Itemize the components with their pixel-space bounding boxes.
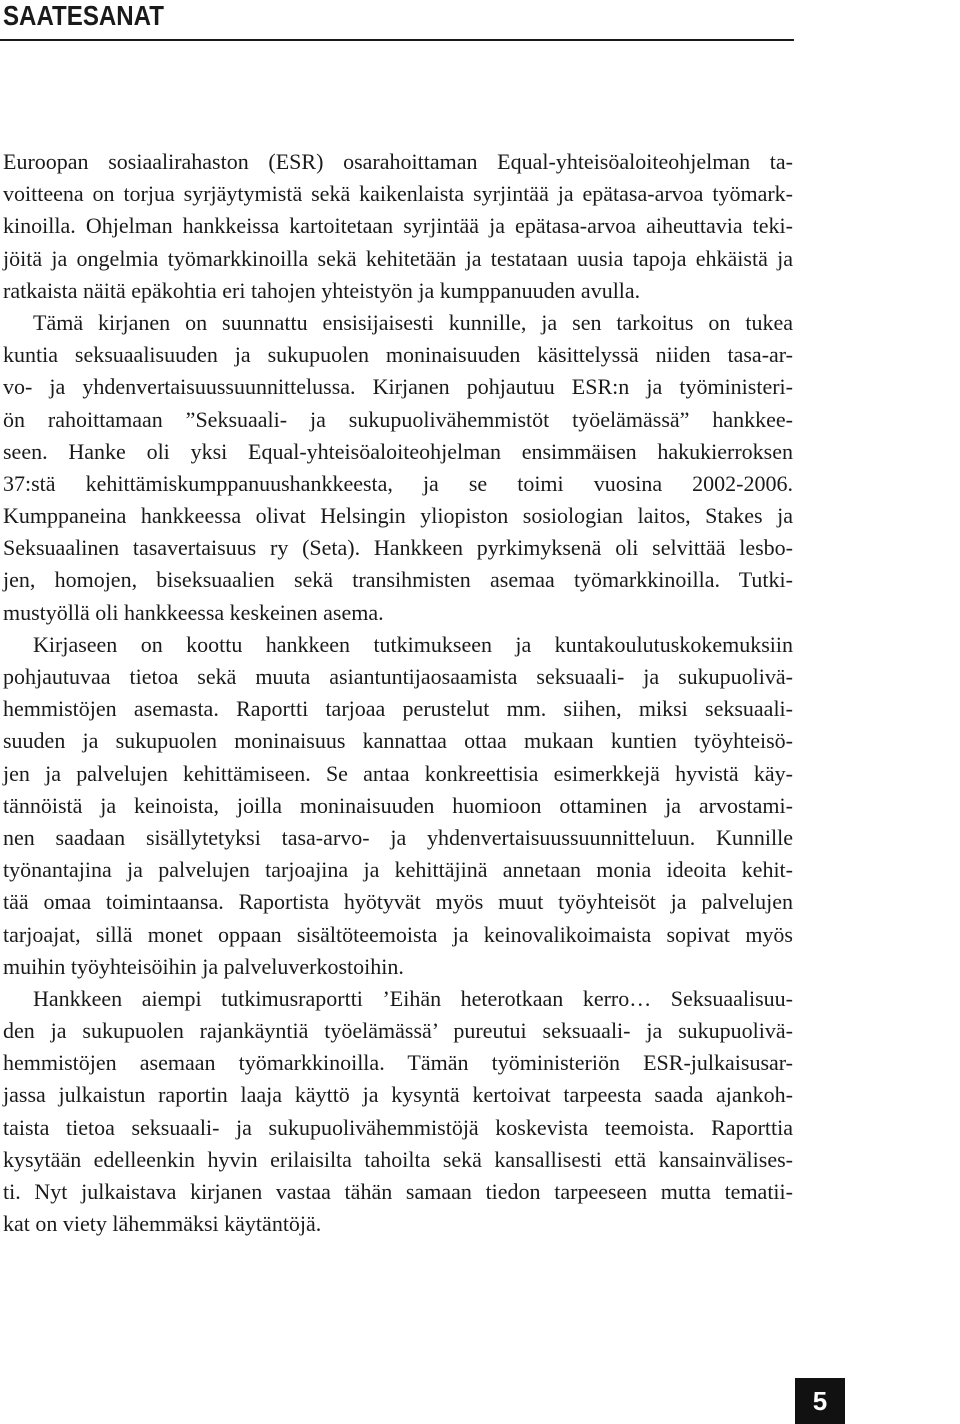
paragraph-4-line: hemmistöjen asemaan työmarkkinoilla. Tämän työministeriön ESR-julkaisusar- bbox=[3, 1050, 793, 1076]
paragraph-1-line: voitteena on torjua syrjäytymistä sekä kaikenlaista syrjintää ja epätasa-arvoa työmark- bbox=[3, 181, 793, 207]
paragraph-3-line: työnantajina ja palvelujen tarjoajina ja kehittäjinä annetaan monia ideoita kehit- bbox=[3, 857, 793, 883]
paragraph-2-line: Tämä kirjanen on suunnattu ensisijaisesti kunnille, ja sen tarkoitus on tukea bbox=[33, 309, 793, 335]
paragraph-4-line: kysytään edelleenkin hyvin erilaisilta tahoilta sekä kansallisesti että kansainvälises- bbox=[3, 1146, 793, 1172]
paragraph-2-line: jen, homojen, biseksuaalien sekä transihmisten asemaa työmarkkinoilla. Tutki- bbox=[3, 567, 793, 593]
paragraph-2-line: vo- ja yhdenvertaisuussuunnittelussa. Kirjanen pohjautuu ESR:n ja työministeri- bbox=[3, 374, 793, 400]
paragraph-2-line: Seksuaalinen tasavertaisuus ry (Seta). Hankkeen pyrkimyksenä oli selvittää lesbo- bbox=[3, 535, 793, 561]
paragraph-4-line: Hankkeen aiempi tutkimusraportti ’Eihän heterotkaan kerro… Seksuaalisuu- bbox=[33, 985, 793, 1011]
heading-rule bbox=[0, 39, 794, 41]
paragraph-2-line: 37:stä kehittämiskumppanuushankkeesta, ja se toimi vuosina 2002-2006. bbox=[3, 470, 793, 496]
paragraph-3-line: hemmistöjen asemasta. Raportti tarjoaa perustelut mm. siihen, miksi seksuaali- bbox=[3, 696, 793, 722]
paragraph-3-line: Kirjaseen on koottu hankkeen tutkimukseen ja kuntakoulutuskokemuksiin bbox=[33, 631, 793, 657]
paragraph-3-line: nen saadaan sisällytetyksi tasa-arvo- ja yhdenvertaisuussuunnitteluun. Kunnille bbox=[3, 824, 793, 850]
paragraph-2-line: ön rahoittamaan ”Seksuaali- ja sukupuolivähemmistöt työelämässä” hankkee- bbox=[3, 406, 793, 432]
page-number-badge: 5 bbox=[795, 1378, 845, 1424]
paragraph-4-line: ti. Nyt julkaistava kirjanen vastaa tähän samaan tiedon tarpeeseen mutta tematii- bbox=[3, 1179, 793, 1204]
paragraph-2-line: mustyöllä oli hankkeessa keskeinen asema. bbox=[3, 599, 384, 625]
paragraph-3-line: tännöistä ja keinoista, joilla moninaisuuden huomioon ottaminen ja arvostami- bbox=[3, 792, 793, 818]
paragraph-2-line: Kumppaneina hankkeessa olivat Helsingin yliopiston sosiologian laitos, Stakes ja bbox=[3, 503, 793, 529]
paragraph-1-line: Euroopan sosiaalirahaston (ESR) osarahoittaman Equal-yhteisöaloiteohjelman ta- bbox=[3, 149, 793, 174]
paragraph-4-line: jassa julkaistun raportin laaja käyttö ja kysyntä kertoivat tarpeesta saada ajankoh- bbox=[3, 1082, 793, 1108]
paragraph-1-line: ratkaista näitä epäkohtia eri tahojen yhteistyön ja kumppanuuden avulla. bbox=[3, 277, 641, 303]
page-heading: SAATESANAT bbox=[3, 0, 164, 31]
paragraph-3-line: tää omaa toimintaansa. Raportista hyötyvät myös muut työyhteisöt ja palvelujen bbox=[3, 889, 793, 915]
paragraph-1-line: kinoilla. Ohjelman hankkeissa kartoitetaan syrjintää ja epätasa-arvoa aiheuttavia teki- bbox=[3, 213, 793, 239]
paragraph-3-line: pohjautuvaa tietoa sekä muuta asiantuntijaosaamista seksuaali- ja sukupuolivä- bbox=[3, 664, 793, 689]
paragraph-4-line: den ja sukupuolen rajankäyntiä työelämässä’ pureutui seksuaali- ja sukupuolivä- bbox=[3, 1018, 793, 1044]
paragraph-4-line: kat on viety lähemmäksi käytäntöjä. bbox=[3, 1211, 322, 1237]
paragraph-2-line: seen. Hanke oli yksi Equal-yhteisöaloiteohjelman ensimmäisen hakukierroksen bbox=[3, 438, 793, 464]
paragraph-3-line: jen ja palvelujen kehittämiseen. Se antaa konkreettisia esimerkkejä hyvistä käy- bbox=[3, 760, 793, 786]
paragraph-1-line: jöitä ja ongelmia työmarkkinoilla sekä kehitetään ja testataan uusia tapoja ehkäistä ja bbox=[3, 245, 793, 271]
paragraph-2-line: kuntia seksuaalisuuden ja sukupuolen moninaisuuden käsittelyssä niiden tasa-ar- bbox=[3, 342, 793, 368]
paragraph-3-line: muihin työyhteisöihin ja palveluverkostoihin. bbox=[3, 953, 404, 979]
paragraph-4-line: taista tietoa seksuaali- ja sukupuolivähemmistöjä koskevista teemoista. Raporttia bbox=[3, 1114, 793, 1140]
paragraph-3-line: suuden ja sukupuolen moninaisuus kannattaa ottaa mukaan kuntien työyhteisö- bbox=[3, 728, 793, 754]
body-text bbox=[3, 146, 793, 1240]
paragraph-3-line: tarjoajat, sillä monet oppaan sisältöteemoista ja keinovalikoimaista sopivat myös bbox=[3, 921, 793, 947]
